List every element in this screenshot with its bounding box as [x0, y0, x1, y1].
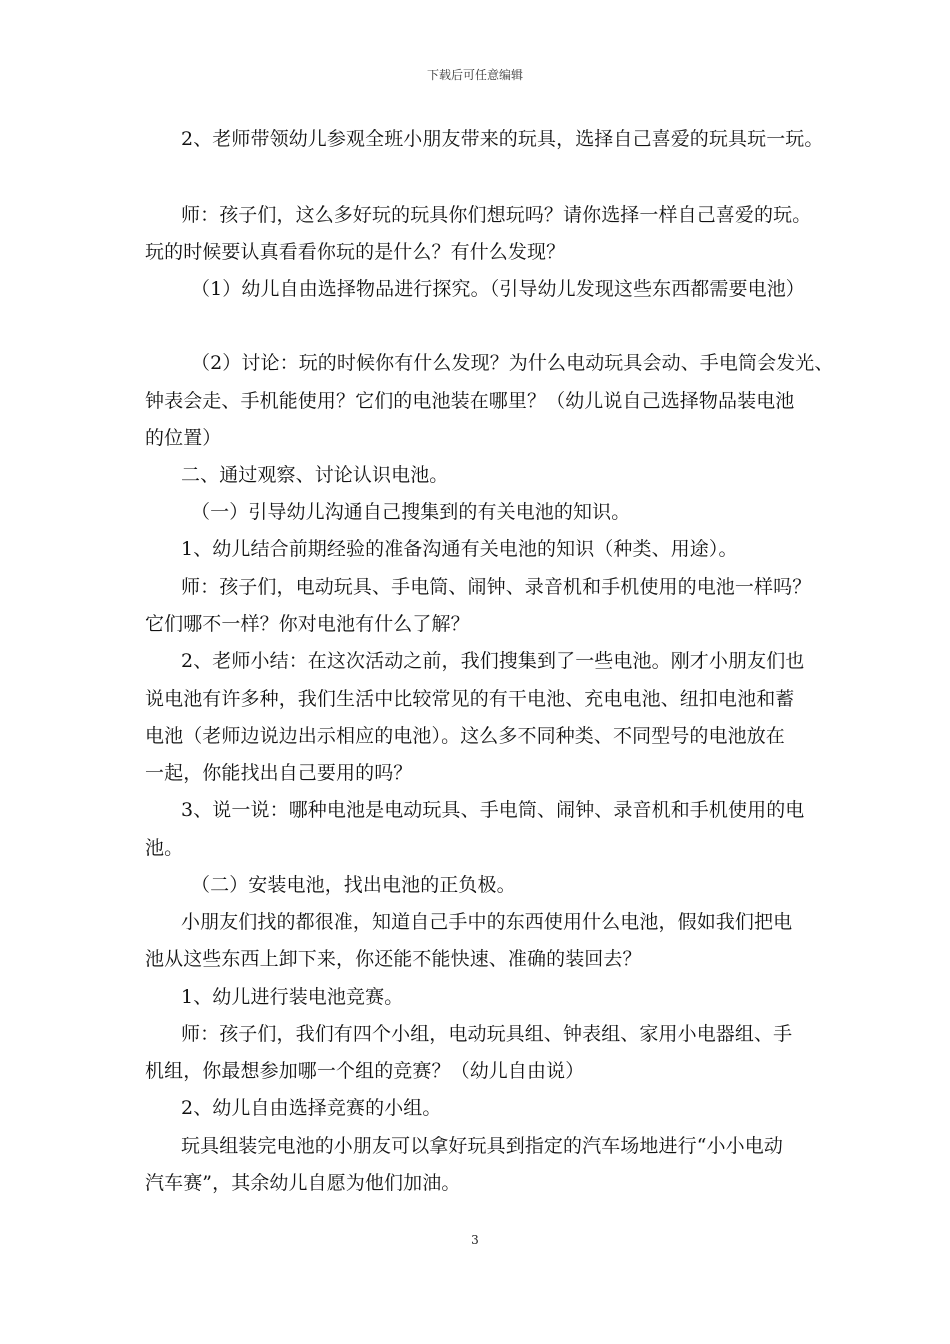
paragraph-line: 二、通过观察、讨论认识电池。 [181, 464, 449, 486]
paragraph-line: 钟表会走、手机能使用？它们的电池装在哪里？（幼儿说自己选择物品装电池 [145, 390, 795, 412]
paragraph-line: 师：孩子们，我们有四个小组，电动玩具组、钟表组、家用小电器组、手 [181, 1023, 793, 1045]
paragraph-line: 1、幼儿进行装电池竞赛。 [181, 986, 404, 1008]
paragraph-line: 汽车赛”，其余幼儿自愿为他们加油。 [145, 1172, 461, 1194]
paragraph-line: 池。 [145, 837, 184, 859]
paragraph-line: 池从这些东西上卸下来，你还能不能快速、准确的装回去？ [145, 948, 642, 970]
paragraph-line: 玩具组装完电池的小朋友可以拿好玩具到指定的汽车场地进行“小小电动 [181, 1135, 783, 1157]
paragraph-line: （1）幼儿自由选择物品进行探究。（引导幼儿发现这些东西都需要电池） [191, 278, 805, 300]
paragraph-line: 2、老师小结：在这次活动之前，我们搜集到了一些电池。刚才小朋友们也 [181, 650, 805, 672]
paragraph-line: 一起，你能找出自己要用的吗？ [145, 762, 413, 784]
paragraph-line: 2、老师带领幼儿参观全班小朋友带来的玩具，选择自己喜爱的玩具玩一玩。 [181, 128, 824, 150]
paragraph-line: 机组，你最想参加哪一个组的竞赛？（幼儿自由说） [145, 1060, 585, 1082]
paragraph-line: 小朋友们找的都很准，知道自己手中的东西使用什么电池，假如我们把电 [181, 911, 793, 933]
paragraph-line: 师：孩子们，电动玩具、手电筒、闹钟、录音机和手机使用的电池一样吗？ [181, 576, 812, 598]
page-header: 下载后可任意编辑 [426, 68, 523, 82]
paragraph-line: 师：孩子们，这么多好玩的玩具你们想玩吗？请你选择一样自己喜爱的玩。 [181, 204, 812, 226]
paragraph-line: 1、幼儿结合前期经验的准备沟通有关电池的知识（种类、用途）。 [181, 538, 738, 560]
paragraph-line: 的位置） [145, 427, 222, 449]
paragraph-line: 说电池有许多种，我们生活中比较常见的有干电池、充电电池、纽扣电池和蓄 [145, 688, 795, 710]
paragraph-line: 2、幼儿自由选择竞赛的小组。 [181, 1097, 442, 1119]
paragraph-line: （一）引导幼儿沟通自己搜集到的有关电池的知识。 [191, 501, 631, 523]
paragraph-line: （二）安装电池，找出电池的正负极。 [191, 874, 516, 896]
paragraph-line: 电池（老师边说边出示相应的电池）。这么多不同种类、不同型号的电池放在 [145, 725, 785, 747]
paragraph-line: 3、说一说：哪种电池是电动玩具、手电筒、闹钟、录音机和手机使用的电 [181, 799, 805, 821]
paragraph-line: 它们哪不一样？你对电池有什么了解？ [145, 613, 470, 635]
paragraph-line: 玩的时候要认真看看你玩的是什么？有什么发现？ [145, 241, 566, 263]
paragraph-line: （2）讨论：玩的时候你有什么发现？为什么电动玩具会动、手电筒会发光、 [191, 352, 834, 374]
page-number: 3 [471, 1233, 479, 1247]
